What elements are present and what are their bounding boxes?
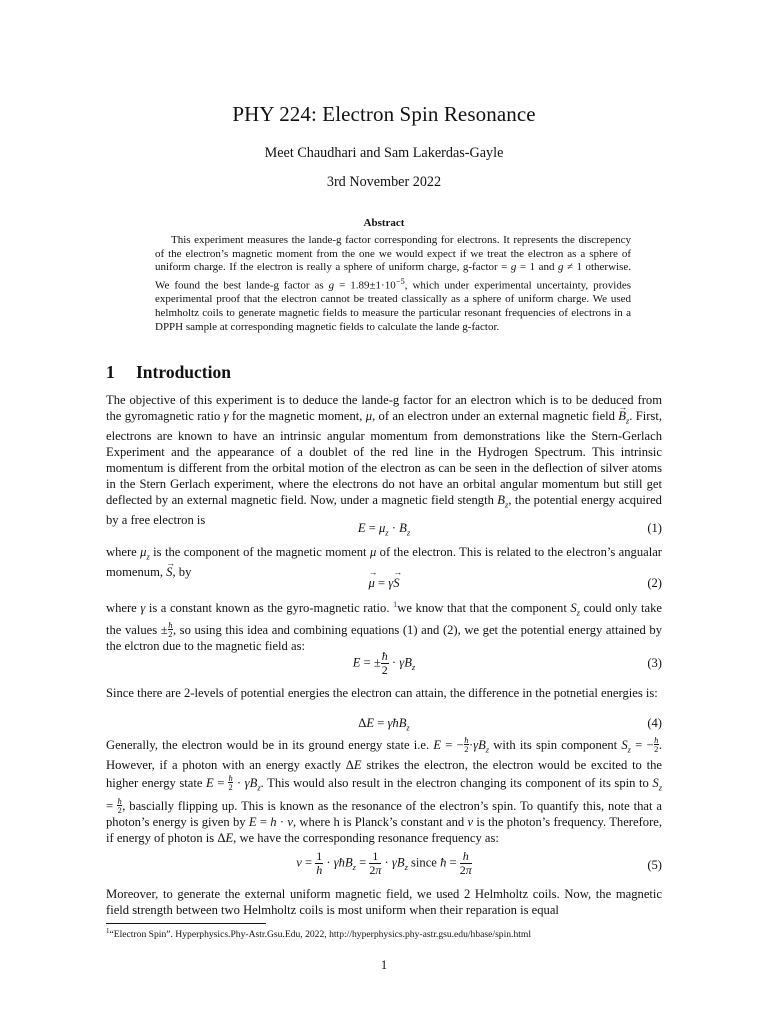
equation-tag-4: (4)	[647, 716, 662, 730]
intro-paragraph-4: Since there are 2-levels of potential energies the electron can attain, the difference in the potnetial energies is:	[106, 686, 658, 700]
footnote	[106, 925, 666, 941]
paper-page: PHY 224: Electron Spin Resonance Meet Chaudhari and Sam Lakerdas-Gayle 3rd November 2022 Abstract This experiment measures the lande-g factor corresponding for electrons. It represents the discrepency of the electron’s magnetic moment from the one we would expect if we treat the electron as a sphere of uniform charge. If the electron is really a sphere of uniform charge, g-factor = g = 1 and g ≠ 1 otherwise. We found the best lande-g factor as $g = 1.89\pm 1\cdot 10^{-5}$, which under experimental uncertainty, provides experimental proof that the electron cannot be treated classically as a sphere of uniform charge. We used helmholtz coils to generate magnetic fields to measure the particular resonant frequencies of electrons in a DPPH sample at corresponding magnetic fields to calculate the lande g-factor. 1 Introduction The objective of this experiment is to deduce the lande-g factor for an electron which is to be deduced from the gyromagnetic ratio γ for the magnetic moment, μ, of an electron under an external magnetic field → $B_z$. First, electrons are known to have an intrinsic angular momentum from demonstrations like the Stern-Gerlach Experiment and the appearance of a doublet of the red line in the Hydrogen Spectrum. This intrinsic momentum is different from the orbital motion of the electron as can be seen in the deflection of silver atoms in the Stern Gerlach experiment, where the electrons do not have an orbital angular momentum but still get deflected by an external magnetic field. Now, under a magnetic field stength $B_z$, the potential energy acquired by a free electron is $E = \mu_z \cdot B_z$ (1) where $\mu_z$ is the component of the magnetic moment μ of the electron. This is related to the electron’s angualar momenum, → S, by → μ = γ→ S (2) where γ is a constant known as the gyro-magnetic ratio. $^1$we know that that the component $S_z$ could only take the values ± $\frac{ħ}{2}$ , so using this idea and combining equations (1) and (2), we get the potential energy attained by the elctron due to the magnetic field as: E = ± $\frac{ħ}{2}$ · $\gamma B_z$ (3) Since there are 2-levels of potential energies the electron can attain, the difference in the potnetial energies is: ΔE = γħB$_z$ (4) Generally, the electron would be in its ground energy state i.e. E = − $\frac{ħ}{2}$ $\cdot\gamma B_z$ with its spin component $S_z$ = − $\frac{ħ}{2}$ . However, if a photon with an energy exactly ΔE strikes the electron, the electron would be excited to the higher energy state E = $\frac{ħ}{2}$ · $\gamma B_z$. This would also result in the electron changing its component of its spin to $S_z$ = $\frac{ħ}{2}$ , bascially flipping up. This is known as the resonance of the electron’s spin. To quantify this, note that a photon’s energy is given by E = h · ν, where h is Planck’s constant and ν is the photon’s frequency. Therefore, if energy of photon is ΔE, we have the corresponding resonance frequency as: ν = $\frac{1}{h}$ · γħB$_z$ = $\frac{1}{2\pi}$ · $\gamma B_z$ since ħ = $\frac{h}{2\pi}$ (5) Moreover, to generate the external uniform magnetic field, we used 2 Helmholtz coils. Now, the magnetic field strength between two Helmholtz coils is most uniform when their reparation is equal $^1$“Electron Spin”. Hyperphysics.Phy-Astr.Gsu.Edu, 2022, http://hyperphysics.phy-astr.gsu.edu/hbase/spin.html 1	[0, 0, 768, 1024]
abstract-heading: Abstract	[363, 217, 405, 229]
intro-paragraph-3: where γ is a constant known as the gyro-magnetic ratio. $^1$we know that that the component $S_z$ could only take the values ± $\frac{ħ}{2}$ , so using this idea and combining equations (1) and (2), we get the potential energy attained by the elctron due to the magnetic field as:	[106, 599, 662, 654]
section-number: 1	[106, 362, 115, 382]
footnote-ref[interactable]: 1	[393, 599, 398, 609]
footnote-text[interactable]: “Electron Spin”. Hyperphysics.Phy-Astr.Gsu.Edu, 2022, http://hyperphysics.phy-astr.gsu.edu/hbase/spin.html	[109, 929, 532, 941]
equation-tag-3: (3)	[647, 656, 662, 670]
page-number: 1	[380, 958, 388, 972]
abstract-text: This experiment measures the lande-g factor corresponding for electrons. It represents the discrepency of the electron’s magnetic moment from the one we would expect if we treat the electron as a sphere of uniform charge. If the electron is really a sphere of uniform charge, g-factor = g = 1 and g ≠ 1 otherwise. We found the best lande-g factor as $g = 1.89\pm 1\cdot 10^{-5}$, which under experimental uncertainty, provides experimental proof that the electron cannot be treated classically as a sphere of uniform charge. We used helmholtz coils to generate magnetic fields to measure the particular resonant frequencies of electrons in a DPPH sample at corresponding magnetic fields to calculate the lande g-factor.	[155, 234, 632, 333]
intro-paragraph-5: Generally, the electron would be in its ground energy state i.e. E = − $\frac{ħ}{2}$ $\cdot\gamma B_z$ with its spin component $S_z$ = − $\frac{ħ}{2}$ . However, if a photon with an energy exactly ΔE strikes the electron, the electron would be excited to the higher energy state E = $\frac{ħ}{2}$ · $\gamma B_z$. This would also result in the electron changing its component of its spin to $S_z$ = $\frac{ħ}{2}$ , bascially flipping up. This is known as the resonance of the electron’s spin. To quantify this, note that a photon’s energy is given by E = h · ν, where h is Planck’s constant and ν is the photon’s frequency. Therefore, if energy of photon is ΔE, we have the corresponding resonance frequency as:	[106, 735, 663, 845]
intro-paragraph-6: Moreover, to generate the external uniform magnetic field, we used 2 Helmholtz coils. Now, the magnetic field strength between two Helmholtz coils is most uniform when their reparation is equal	[106, 887, 662, 917]
equation-tag-1: (1)	[647, 521, 662, 535]
intro-paragraph-2: where $\mu_z$ is the component of the magnetic moment μ of the electron. This is related to the electron’s angualar momenum, → S, by	[106, 545, 662, 581]
footnote-marker: 1	[106, 927, 110, 935]
paper-date: 3rd November 2022	[326, 174, 442, 190]
section-title: Introduction	[136, 362, 231, 382]
footnote-rule	[106, 923, 266, 924]
intro-paragraph-1: The objective of this experiment is to deduce the lande-g factor for an electron which is to be deduced from the gyromagnetic ratio γ for the magnetic moment, μ, of an electron under an external magnetic field → $B_z$. First, electrons are known to have an intrinsic angular momentum from demonstrations like the Stern-Gerlach Experiment and the appearance of a doublet of the red line in the Hydrogen Spectrum. This intrinsic momentum is different from the orbital motion of the electron as can be seen in the deflection of silver atoms in the Stern Gerlach experiment, where the electrons do not have an orbital angular momentum but still get deflected by an external magnetic field. Now, under a magnetic field stength $B_z$, the potential energy acquired by a free electron is	[106, 393, 662, 529]
authors: Meet Chaudhari and Sam Lakerdas-Gayle	[264, 145, 504, 161]
section-heading	[106, 362, 231, 383]
equation-tag-2: (2)	[647, 576, 662, 590]
paper-title: PHY 224: Electron Spin Resonance	[232, 102, 536, 126]
equation-tag-5: (5)	[647, 858, 662, 872]
